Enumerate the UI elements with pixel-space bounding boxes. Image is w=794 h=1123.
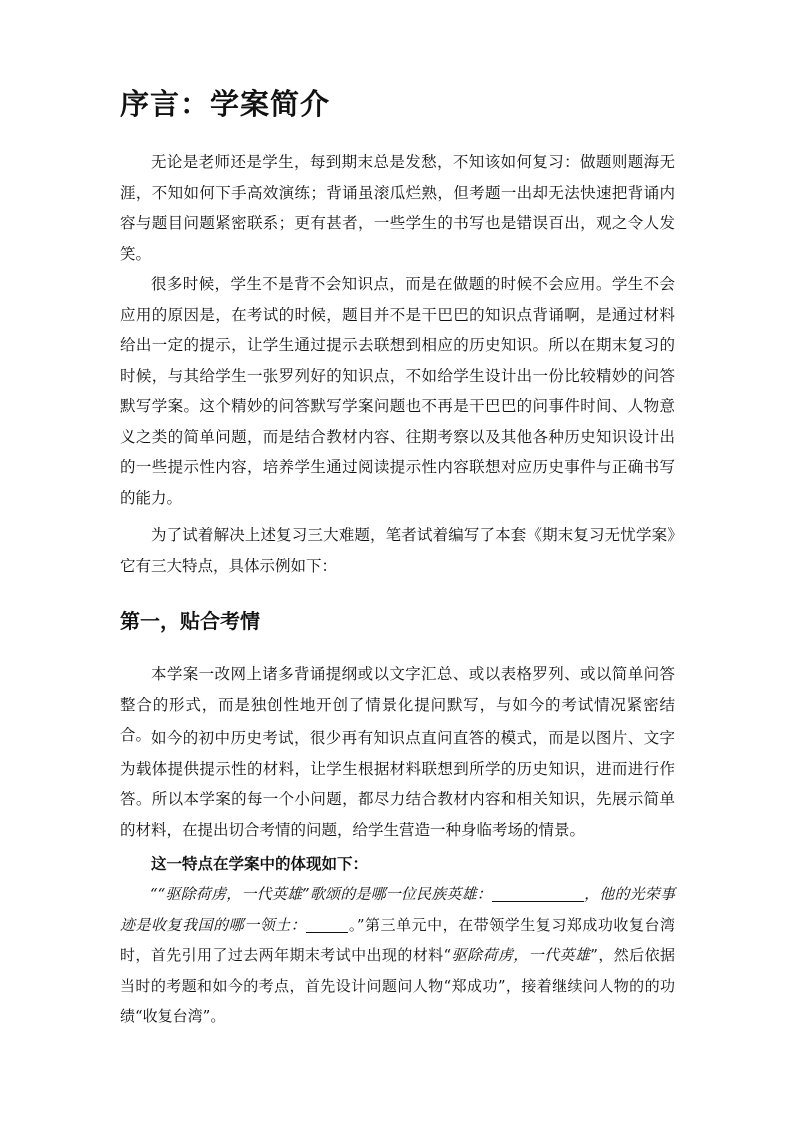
example-question-part2: ，他的光荣事迹是收复我国的哪一领土： — [120, 885, 675, 934]
section-paragraph-2 — [120, 723, 675, 845]
intro-paragraph-1 — [120, 147, 675, 269]
paragraph-text: 如今的初中历史考试，很少再有知识点直问直答的模式，而是以图片、文字为载体提供提示性的材料，让学生根据材料联想到所学的历史知识，进而进行作答。所以本学案的每一个小问题，都尽力结合教材内容和相关知识，先展示简单的材料，在提出切合考情的问题，给学生营造一种身临考场的情景。 — [120, 729, 675, 839]
example-explanation-part1: 第三单元中，在带领学生复习郑成功收复台湾时，首先引用了过去两年期末考试中出现的材料“ — [120, 915, 675, 964]
example-explanation-quote: 驱除荷虏，一代英雄 — [451, 946, 591, 964]
answer-blank-2 — [306, 917, 348, 933]
paragraph-text: 无论是老师还是学生，每到期末总是发愁，不知该如何复习：做题则题海无涯，不知如何下手高效演练；背诵虽滚瓜烂熟，但考题一出却无法快速把背诵内容与题目问题紧密联系；更有甚者，一些学生的书写也是错误百出，观之令人发笑。 — [120, 153, 675, 263]
example-label: 这一特点在学案中的体现如下： — [151, 854, 369, 873]
answer-blank-1 — [492, 886, 584, 902]
section-heading: 第一，贴合考情 — [120, 609, 260, 633]
example-explanation-part2: ”，然后依据当时的考题和如今的考点，首先设计问题问人物“郑成功”，接着继续问人物的的功绩“收复台湾”。 — [120, 946, 675, 1025]
example-question-part1: ““驱除荷虏，一代英雄”歌颂的是哪一位民族英雄： — [150, 885, 492, 903]
paragraph-text: 为了试着解决上述复习三大难题，笔者试着编写了本套《期末复习无忧学案》它有三大特点，具体示例如下： — [120, 526, 675, 575]
page-title: 序言：学案简介 — [120, 87, 331, 121]
paragraph-text: 本学案一改网上诸多背诵提纲或以文字汇总、或以表格罗列、或以简单问答整合的形式，而是独创性地开创了情景化提问默写，与如今的考试情况紧密结合。 — [120, 665, 675, 744]
paragraph-text: 很多时候，学生不是背不会知识点，而是在做题的时候不会应用。学生不会应用的原因是，在考试的时候，题目并不是干巴巴的知识点背诵啊，是通过材料给出一定的提示，让学生通过提示去联想到相应的历史知识。所以在期末复习的时候，与其给学生一张罗列好的知识点，不如给学生设计出一份比较精妙的问答默写学案。这个精妙的问答默写学案问题也不再是干巴巴的问事件时间、人物意义之类的简单问题，而是结合教材内容、往期考察以及其他各种历史知识设计出的一些提示性内容，培养学生通过阅读提示性内容联想对应历史事件与正确书写的能力。 — [120, 275, 675, 507]
example-question-part3: 。” — [348, 915, 365, 934]
example-paragraph — [120, 879, 675, 1032]
intro-paragraph-2 — [120, 269, 675, 513]
intro-paragraph-3 — [120, 520, 675, 581]
